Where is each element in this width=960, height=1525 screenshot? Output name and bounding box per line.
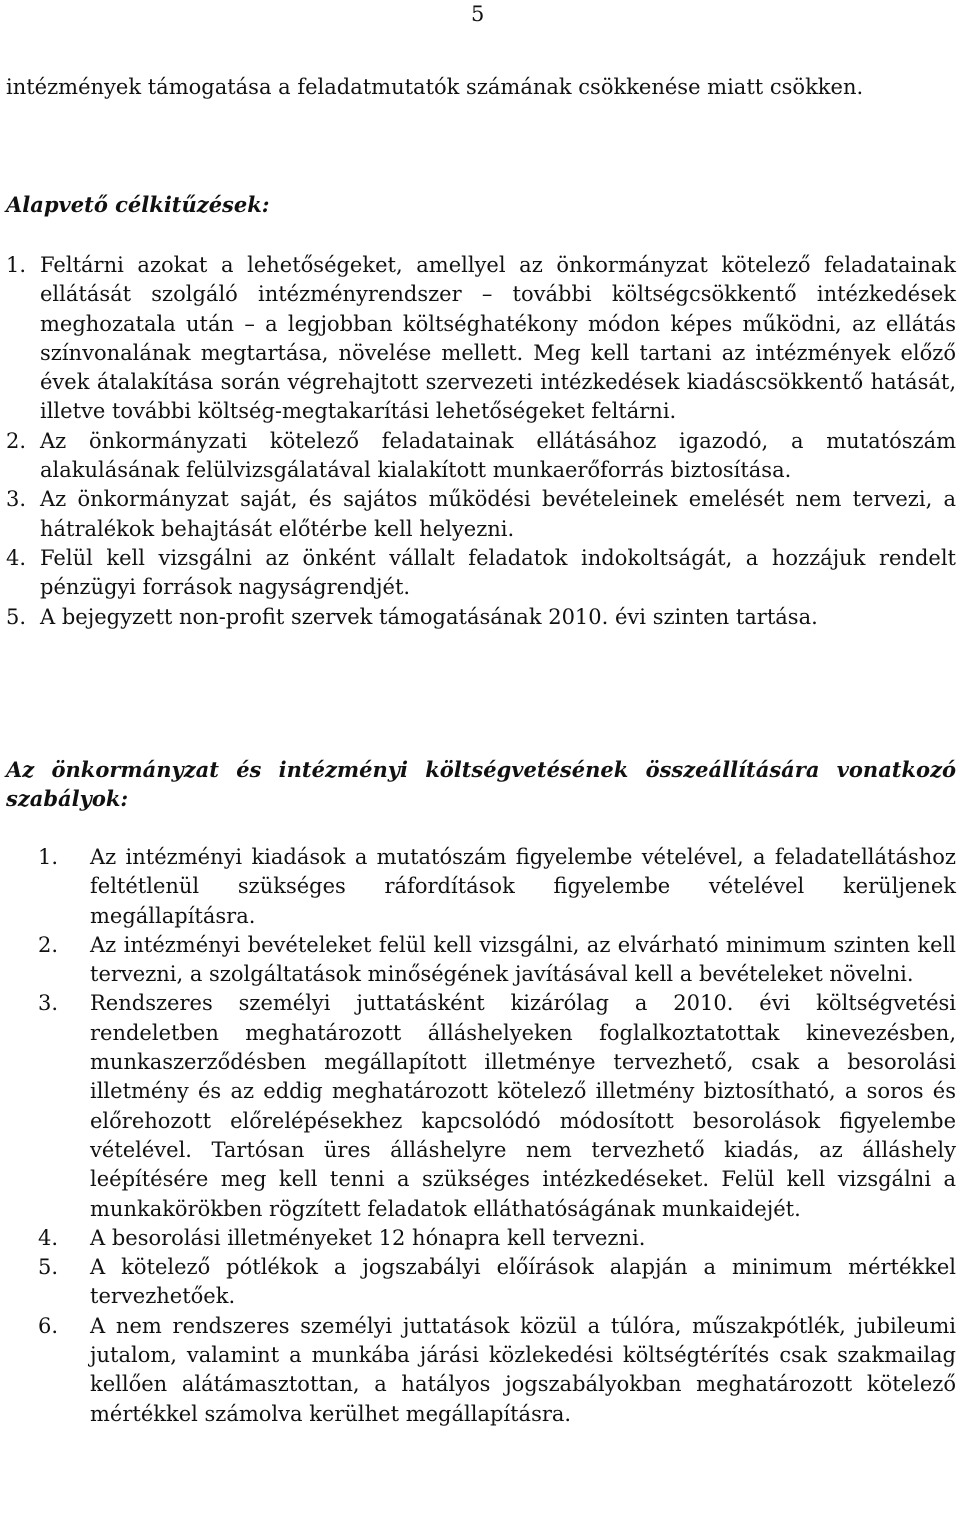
rule-text: A besorolási illetményeket 12 hónapra kell tervezni. <box>90 1225 646 1250</box>
rule-number: 4. <box>38 1225 59 1250</box>
rules-list <box>38 843 956 1429</box>
page-number: 5 <box>471 2 485 26</box>
rule-number: 6. <box>38 1313 59 1338</box>
goals-list <box>6 251 956 632</box>
rule-number: 3. <box>38 991 59 1016</box>
rule-number: 5. <box>38 1255 59 1280</box>
goal-number: 3. <box>6 487 27 512</box>
rule-number: 1. <box>38 845 59 869</box>
rule-text: Rendszeres személyi juttatásként kizárólag a 2010. évi költségvetési rendeletben meghatározott álláshelyeken foglalkoztatottak kinevezésben, munkaszerződésben megállapított illetménye tervezhető, csak a besorolási illetmény és az eddig meghatározott kötelező illetmény biztosítható, a soros és előrehozott előrelépésekhez kapcsolódó módosított besorolások figyelembe vételével. Tartósan üres álláshelyre nem tervezhető kiadás, az álláshely leépítésére meg kell tenni a szükséges intézkedéseket. Felül kell vizsgálni a munkakörökben rögzített feladatok elláthatóságának munkaidejét. <box>90 991 956 1221</box>
goal-number: 5. <box>6 604 27 629</box>
rule-text: Az intézményi bevételeket felül kell vizsgálni, az elvárható minimum szinten kell tervezni, a szolgáltatások minőségének javításával kell a bevételeket növelni. <box>90 932 956 987</box>
rule-number: 2. <box>38 932 59 957</box>
rule-text: A kötelező pótlékok a jogszabályi előírások alapján a minimum mértékkel tervezhetőek. <box>90 1255 956 1309</box>
rule-item <box>38 1253 956 1312</box>
rule-text: A nem rendszeres személyi juttatások közül a túlóra, műszakpótlék, jubileumi jutalom, valamint a munkába járási közlekedési költségtérítés csak szakmailag kellően alátámasztottan, a hatályos jogszabályokban meghatározott kötelező mértékkel számolva kerülhet megállapításra. <box>90 1313 956 1426</box>
rules-heading: Az önkormányzat és intézményi költségvetésének összeállítására vonatkozó szabályok: <box>6 757 956 812</box>
rule-item <box>38 1312 956 1429</box>
goal-item <box>6 251 956 427</box>
goal-item <box>6 485 956 544</box>
goal-text: Feltárni azokat a lehetőségeket, amellyel az önkormányzat kötelező feladatainak ellátását szolgáló intézményrendszer – további költségcsökkentő intézkedések meghozatala után – a legjobban költséghatékony módon képes működni, az ellátás színvonalának megtartása, növelése mellett. Meg kell tartani az intézmények előző évek átalakítása során végrehajtott szervezeti intézkedések kiadáscsökkentő hatását, illetve további költség-megtakarítási lehetőségeket feltárni. <box>40 253 956 424</box>
goal-item <box>6 603 956 632</box>
goal-number: 2. <box>6 428 27 453</box>
goal-number: 4. <box>6 545 27 570</box>
rule-item <box>38 843 956 931</box>
rule-item <box>38 931 956 990</box>
goal-item <box>6 544 956 603</box>
goal-text: A bejegyzett non-profit szervek támogatásának 2010. évi szinten tartása. <box>40 604 818 629</box>
rule-item <box>38 989 956 1223</box>
goal-item <box>6 427 956 486</box>
rule-item <box>38 1224 956 1253</box>
goal-text: Az önkormányzati kötelező feladatainak ellátásához igazodó, a mutatószám alakulásának felülvizsgálatával kialakított munkaerőforrás biztosítása. <box>40 428 956 483</box>
rule-text: Az intézményi kiadások a mutatószám figyelembe vételével, a feladatellátáshoz feltétlenül szükséges ráfordítások figyelembe vételével kerüljenek megállapításra. <box>90 845 956 928</box>
goals-heading: Alapvető célkitűzések: <box>6 192 270 217</box>
goal-number: 1. <box>6 253 27 277</box>
intro-paragraph: intézmények támogatása a feladatmutatók számának csökkenése miatt csökken. <box>6 75 864 99</box>
goal-text: Az önkormányzat saját, és sajátos működési bevételeinek emelését nem tervezi, a hátralékok behajtását előtérbe kell helyezni. <box>40 487 956 541</box>
goal-text: Felül kell vizsgálni az önként vállalt feladatok indokoltságát, a hozzájuk rendelt pénzügyi források nagyságrendjét. <box>40 545 956 600</box>
